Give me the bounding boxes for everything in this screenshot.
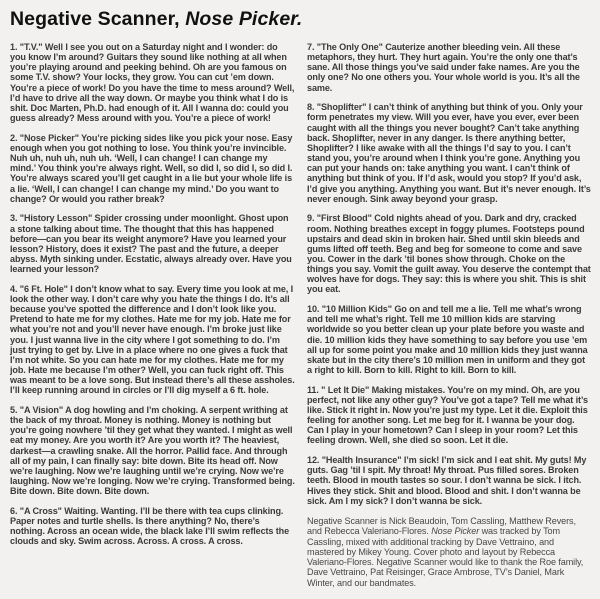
right-column bbox=[307, 42, 592, 588]
two-column-layout bbox=[10, 42, 592, 588]
track-10-10-million-kids-lyrics: 10. "10 Million Kids" Go on and tell me a lie. Tell me what’s wrong and tell me what’s right. Tell me 10 million kids are starving worldwide so you better clean up your plate before you waste and die. 10 million kids they have something to say before you use ’em all up for some point you make and 10 million kids they just wanna skate but in the city there’s 10 million men in uniform and they got a right to kill. Born to kill. Right to kill. Born to kill. bbox=[307, 304, 588, 376]
track-9-first-blood-lyrics: 9. "First Blood" Cold nights ahead of you. Dark and dry, cracked room. Nothing breathes except in foggy plumes. Footsteps pound upstairs and dead skin in broken hair. Shed until skin bleeds and gums lifted off teeth. Beg and beg for someone to come and save you. Cower in the dark ’til bones show through. Choke on the things you say. Vomit the guilt away. You deserve the contempt that wolves have for dogs. They say: this is where you shit. This is shit you eat. bbox=[307, 213, 591, 295]
credits-text-before: Negative Scanner is Nick Beaudoin, Tom Cassling, Matthew Revers, and Rebecca Valeriano-Flores. bbox=[307, 515, 576, 537]
credits-album-title: Nose Picker bbox=[431, 526, 480, 537]
track-4-6ft-hole-lyrics: 4. "6 Ft. Hole" I don’t know what to say. Every time you look at me, I look the other way. I don’t care why you hate the things I do. It’s all because you’ve spotted the difference and I don’t look like you. Pretend to hate me for my clothes. Hate me for my job. Hate me for what you’re not and you’ll never have enough. I’m broke just like you. I just wanna live in the city where I got something to do. I’m just trying to get by. Live in a place where no one gives a fuck that I’m not white. So you can hate me for my clothes. Hate me for my job. Hate me because I’m other? Well, you can fuck right off. This was meant to be a love song. But instead there’s all these assholes. I’ll keep running around in circles or I’ll dig myself a 6 ft. hole. bbox=[10, 283, 295, 396]
page-title bbox=[10, 8, 592, 31]
track-6-a-cross-lyrics: 6. "A Cross" Waiting. Wanting. I’ll be there with tea cups clinking. Paper notes and turtle shells. Is there anything? No, there’s nothing. Across an ocean wide, the black lake I’ll swim reflects the clouds and sky. Swim across. Across. A cross. A cross. bbox=[10, 505, 290, 547]
left-column bbox=[10, 42, 295, 588]
album-credits bbox=[307, 516, 592, 588]
track-12-health-insurance-lyrics: 12. "Health Insurance" I’m sick! I’m sick and I eat shit. My guts! My guts. Gag ’til I spit. My throat! My throat. Pus filled sores. Broken teeth. Blood in mouth tastes so sour. I don’t wanna be sick. I itch. Hives they stick. Shit and blood. Blood and shit. I don’t wanna be sick. Am I my sick? I don’t wanna be sick. bbox=[307, 455, 587, 506]
credits-text-after: was tracked by Tom Cassling, mixed with additional tracking by Dave Vettraino, and mastered by Mikey Young. Cover photo and layout by Rebecca Valeriano-Flores. Negative Scanner would like to thank the Roe family, Dave Vettraino, Pat Reisinger, Grace Ambrose, TV’s Daniel, Mark Winter, and our bandmates. bbox=[307, 526, 584, 588]
track-7-the-only-one-lyrics: 7. "The Only One" Cauterize another bleeding vein. All these metaphors, they hurt. They hurt again. You’re the only one that’s sane. All those things you’ve said under fake names. Are you the only one? No one others you. Your whole world is you. It’s all the same. bbox=[307, 42, 580, 93]
track-1-tv-lyrics: 1. "T.V." Well I see you out on a Saturday night and I wonder: do you know I’m around? Guitars they sound like nothing at all when you’re playing around and peeking behind. Oh are you famous on some T.V. show? Your locks, they grow. You can cut ’em down. You’re a piece of work! Do you have the time to mess around? Well, I’d have to drive all the way down. Or maybe you think what I do is shit. Doc Marten, Ph.D. had enough of it. All I wanna do: could you guess already? Mess around with you. You’re a piece of work! bbox=[10, 42, 295, 124]
track-11-let-it-die-lyrics: 11. " Let It Die" Making mistakes. You’re on my mind. Oh, are you perfect, not like any other guy? You’ve got a tape? Tell me what it’s like. Stick it right in. Now you’re just my type. Let it die. Exploit this feeling for another song. Let me beg for it. I wanna be your dog. Can I play in your hometown? Can I sleep in your room? Let this feeling drown. Well, she died so soon. Let it die. bbox=[307, 384, 588, 446]
track-3-history-lesson-lyrics: 3. "History Lesson" Spider crossing under moonlight. Ghost upon a stone talking about time. The thought that this has happened before—can you bear its weight anymore? Have you learned your lesson? History, does it exist? The past and the future, a deeper abyss. Myth sinking under. Ecstatic, always already over. Have you learned your lesson? bbox=[10, 213, 292, 275]
album-name: Nose Picker. bbox=[185, 8, 303, 30]
track-8-shoplifter-lyrics: 8. "Shoplifter" I can’t think of anything but think of you. Only your form penetrates my view. Will you ever, have you ever, ever been caught with all the things you never bought? Can’t take anything back. Shoplifter, never in any danger. Is there anything better, Shoplifter? I like awake with all the things I’d say to you. I can’t stand you, you’re around when I think you’re gone. Anything you can put your hands on: take anything you want. I can’t think of anything but think of you. If I’d ask, would you stop? If you’d ask, I’d give you anything. Anything you want. But it’s never enough. It’s never enough. Sink away beyond your grasp. bbox=[307, 102, 591, 204]
artist-name: Negative Scanner, bbox=[10, 8, 186, 30]
track-2-nose-picker-lyrics: 2. "Nose Picker" You’re picking sides like you pick your nose. Easy enough when you got nothing to lose. You think you’re invincible. Nuh uh, nuh uh, nuh uh. ‘Well, I can change! I can change my mind.’ You think you’re always right. Well, so did I, so did I, so did I. You’re always scared you’ll get caught in a lie but your whole life is a lie. ‘Well, I can change! I can change my mind.’ Do you want to change? Or would you rather break? bbox=[10, 132, 293, 204]
track-5-a-vision-lyrics: 5. "A Vision" A dog howling and I’m choking. A serpent writhing at the back of my throat. Money is nothing. Money is nothing but you’re going nowhere ’til they get what they wanted. I might as well eat my money. Are you worth it? Are you worth it? The heaviest, darkest—a crawling snake. All the horror. Pallid face. And through all of my pain, I can finally say: bite down. Bite its head off. Now we’re laughing. Now we’re laughing until we’re crying. Now we’re laughing. Now we’re longing. Now we’re crying. Transformed being. Bite down. Bite down. Bite down. bbox=[10, 405, 295, 497]
